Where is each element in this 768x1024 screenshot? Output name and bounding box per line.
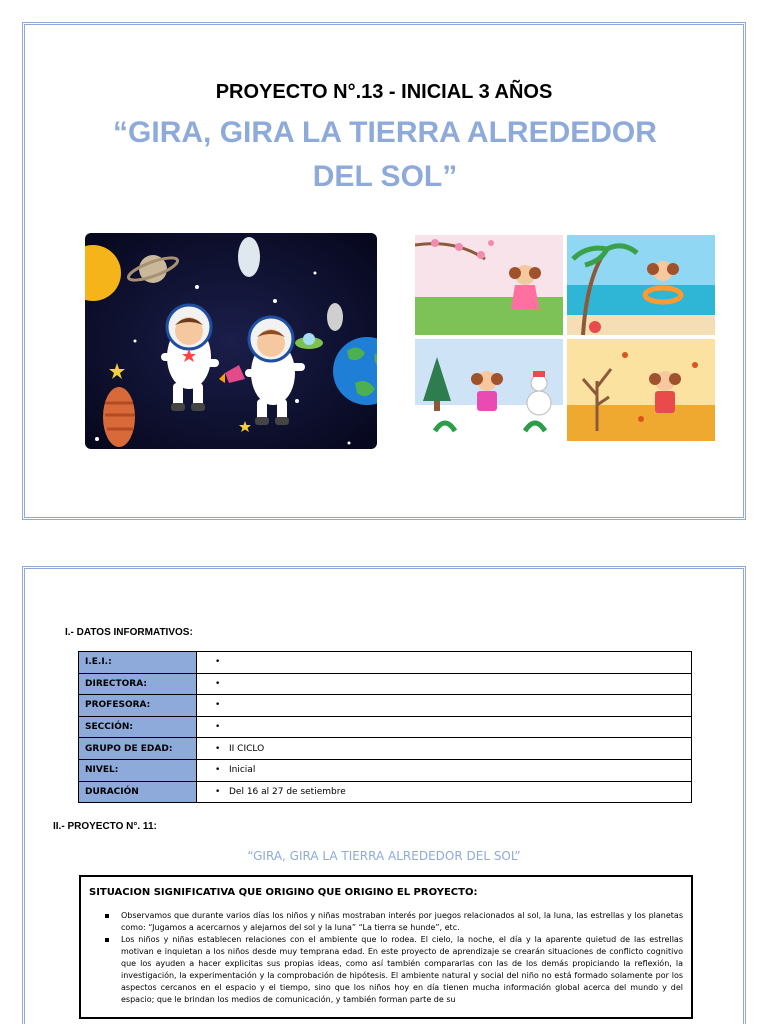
table-row: [79, 652, 692, 674]
project-title: “GIRA, GIRA LA TIERRA ALREDEDOR DEL SOL”: [247, 849, 521, 863]
table-row: [79, 673, 692, 695]
square-bullet-icon: [105, 914, 109, 918]
autumn-scene: [567, 339, 715, 441]
row-label: GRUPO DE EDAD:: [79, 738, 197, 760]
row-value-cell: [197, 673, 692, 695]
list-item: [89, 910, 683, 934]
cover-subtitle: “GIRA, GIRA LA TIERRA ALREDEDOR DEL SOL”: [113, 116, 657, 193]
bullet: •: [215, 786, 221, 797]
row-value-cell: [197, 652, 692, 674]
seasons-collage: [415, 235, 715, 441]
mars-icon: [103, 387, 135, 447]
section-proyecto-heading: II.- PROYECTO N°. 11:: [53, 821, 157, 832]
row-value-cell: [197, 695, 692, 717]
table-row: [79, 781, 692, 803]
space-illustration: [85, 233, 377, 449]
summer-scene: [567, 235, 715, 335]
row-value-cell: [197, 738, 692, 760]
table-row: [79, 759, 692, 781]
list-item-text: Los niños y niñas establecen relaciones con el ambiente que lo rodea. El cielo, la noche, el día y la aparente quietud de las estrellas motivan e inquietan a los niños desde muy temprana edad. En este proyecto de aprendizaje se crearán situaciones de conflicto cognitivo que los ayuden a hacer explicitas sus propias ideas, como así también compararlas con las de los demás propiciando la reflexión, la investigación, la experimentación y la comprobación de hipótesis. El ambiente natural y social del niño no está formado solamente por los aspectos cercanos en el espacio y el tiempo, sino que los niños hoy en día tienen mucha información global acerca del mundo y del espacio; que le brindan los medios de comunicación, y también forman parte de su: [121, 935, 683, 1004]
row-label: I.E.I.:: [79, 652, 197, 674]
list-item: [89, 934, 683, 1006]
list-item-text: Observamos que durante varios días los niños y niñas mostraban interés por juegos relacionados al sol, la luna, las estrellas y los planetas como: “Jugamos a acercarnos y alejarnos del sol y la luna” “La tierra se hunde”, etc.: [121, 911, 683, 932]
info-page: [22, 566, 746, 1024]
row-value: Del 16 al 27 de setiembre: [229, 786, 346, 797]
row-value: Inicial: [229, 765, 256, 776]
row-value: II CICLO: [229, 743, 265, 754]
row-label: NIVEL:: [79, 759, 197, 781]
datos-table: [78, 651, 692, 803]
winter-scene: [415, 339, 563, 441]
spring-scene: [415, 235, 563, 335]
row-label: PROFESORA:: [79, 695, 197, 717]
square-bullet-icon: [105, 938, 109, 942]
row-label: DIRECTORA:: [79, 673, 197, 695]
situation-list: [89, 910, 683, 1006]
situation-box: [79, 875, 693, 1019]
row-value-cell: [197, 759, 692, 781]
bullet: •: [215, 743, 221, 754]
table-row: [79, 738, 692, 760]
row-value-cell: [197, 781, 692, 803]
bullet: •: [215, 678, 221, 689]
cover-page: [22, 22, 746, 520]
cover-title: PROYECTO N°.13 - INICIAL 3 AÑOS: [215, 81, 553, 103]
table-row: [79, 716, 692, 738]
bullet: •: [215, 765, 221, 776]
row-label: SECCIÓN:: [79, 716, 197, 738]
row-value-cell: [197, 716, 692, 738]
row-label: DURACIÓN: [79, 781, 197, 803]
section-datos-heading: I.- DATOS INFORMATIVOS:: [65, 627, 193, 638]
bullet: •: [215, 657, 221, 668]
bullet: •: [215, 700, 221, 711]
bullet: •: [215, 722, 221, 733]
table-row: [79, 695, 692, 717]
situation-heading: SITUACION SIGNIFICATIVA QUE ORIGINO QUE ORIGINO EL PROYECTO:: [89, 887, 478, 898]
